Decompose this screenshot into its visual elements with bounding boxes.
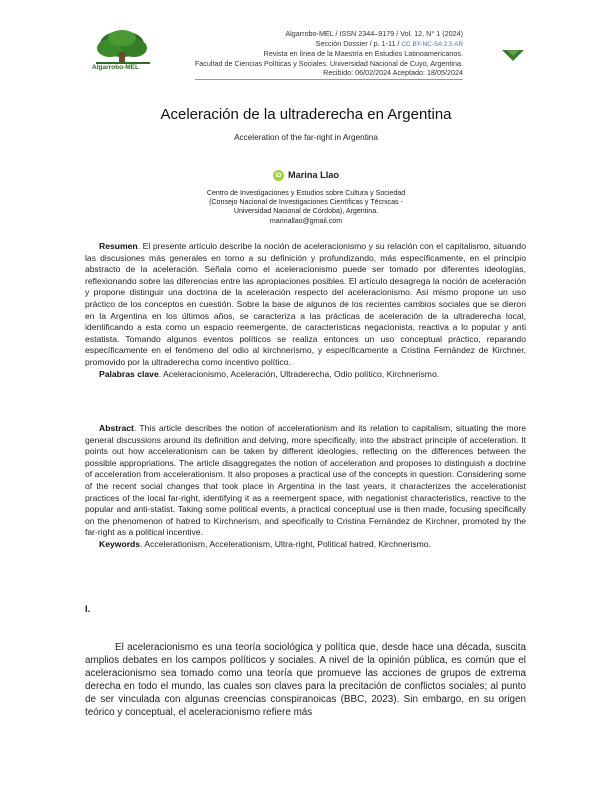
- abstract-label: Abstract: [99, 423, 134, 433]
- abstract-block: [85, 423, 526, 551]
- abstract-paragraph: [85, 423, 526, 539]
- license-link[interactable]: CC BY-NC-SA 2.5 AR: [401, 40, 463, 48]
- affiliation-line: (Consejo Nacional de Investigaciones Científicas y Técnicas -: [209, 198, 403, 207]
- logo-name: Algarrobo-MEL: [92, 64, 139, 71]
- palabras-clave-text: . Aceleracionismo, Aceleración, Ultraderecha, Odio político, Kirchnerismo.: [158, 368, 440, 379]
- author-name: Marina Llao: [287, 170, 340, 180]
- orcid-icon[interactable]: iD: [273, 170, 284, 181]
- article-subtitle: Acceleration of the far-right in Argentina: [234, 133, 378, 142]
- resumen-paragraph: [85, 241, 526, 369]
- palabras-clave-label: Palabras clave: [99, 368, 159, 379]
- author-email[interactable]: marinallao@gmail.com: [269, 216, 343, 225]
- section-heading: I.: [85, 604, 91, 615]
- section-pages-text: Sección Dossier / p. 1-11 /: [315, 38, 402, 48]
- keywords-text: . Accelerationism, Accelerationism, Ultra-right, Political hatred, Kirchnerismo.: [140, 538, 431, 549]
- journal-faculty: Facultad de Ciencias Políticas y Sociales. Universidad Nacional de Cuyo, Argentina.: [194, 58, 463, 68]
- received-accepted-dates: Recibido: 06/02/2024 Aceptado: 18/05/2024: [195, 68, 463, 80]
- body-paragraph: El aceleracionismo es una teoría sociológica y política que, desde hace una década, suscita amplios debates en los campos políticos y sociales. A nivel de la opinión pública, es común que el aceleracionismo sea tomado como una teoría que promueve las acciones de grupos de extrema derecha en todo el mundo, las cuales son claves para la precitación de conflictos sociales; al punto de ser vinculada con algunas creencias conspiranoicas (BBC, 2023). Sin embargo, en su origen teórico y conceptual, el aceleracionismo refiere más: [85, 642, 526, 719]
- resumen-text: . El presente artículo describe la noción de aceleracionismo y su relación con el capitalismo, situando las discusiones más generales en torno a su definición y profundizando, más específicamente, en el principio abstracto de la aceleración. Señala como el aceleracionismo puede ser tomado por diferentes ideologías, reflexionando sobre las diferencias entre las apropiaciones posibles. El artículo desagrega la noción de aceleración y propone distinguir una doctrina de la aceleración respecto del aceleracionismo. Así mismo propone un uso práctico de los conceptos en cuestión. Sobre la base de algunos de los recientes cambios sociales que se dieron en la Argentina en los últimos años, se caracteriza a las prácticas de aceleración de la ultraderecha local, identificando a esta como un espacio reemergente, de características negacionista, reactiva a lo popular y anti estatista. Tomando algunos eventos políticos se realiza entonces un uso conceptual práctico, reparando específicamente en el fenómeno del odio al kirchnerismo, y específicamente a Cristina Fernández de Kirchner, promovido por la ultraderecha como incentivo político.: [85, 241, 526, 367]
- author-affiliation: [0, 189, 612, 226]
- journal-description: Revista en línea de la Maestría en Estudios Latinoamericanos.: [263, 49, 463, 58]
- journal-header: [195, 29, 463, 80]
- keywords: [85, 539, 526, 551]
- affiliation-line: Centro de Investigaciones y Estudios sobre Cultura y Sociedad: [206, 189, 406, 197]
- article-title: Aceleración de la ultraderecha en Argentina: [160, 106, 452, 123]
- palabras-clave: [85, 369, 526, 381]
- journal-section-pages: [195, 39, 463, 50]
- author-line: [0, 170, 612, 181]
- journal-issn: Algarrobo-MEL / ISSN 2344–9179 / Vol. 12, N° 1 (2024): [285, 29, 463, 38]
- abstract-text: . This article describes the notion of accelerationism and its relation to capitalism, situating the more general discussions around its definition and delving, more specifically, into the abstract principle of acceleration. It points out how accelerationism can be taken by different ideologies, reflecting on the differences between the possible appropriations. The article disaggregates the notion of acceleration and proposes to distinguish a doctrine of acceleration from accelerationism. It also proposes a practical use of the concepts in question. Considering some of the recent social changes that took place in Argentina in the last years, it characterizes the accelerationist practices of the local far-right, identifying it as a reemergent space, with negationist characteristics, reactive to the popular and anti-statist. Taking some political events, a practical conceptual use is then made, focusing specifically on the phenomenon of hatred to Kirchnerism, and specifically to Cristina Fernández de Kirchner, promoted by the far-right as a political incentive.: [85, 423, 526, 538]
- chevron-down-icon: [502, 50, 524, 64]
- body-text: [85, 641, 526, 720]
- keywords-label: Keywords: [99, 538, 141, 549]
- affiliation-line: Universidad Nacional de Córdoba), Argentina.: [233, 207, 379, 216]
- resumen-block: [85, 241, 526, 380]
- resumen-label: Resumen: [99, 241, 138, 251]
